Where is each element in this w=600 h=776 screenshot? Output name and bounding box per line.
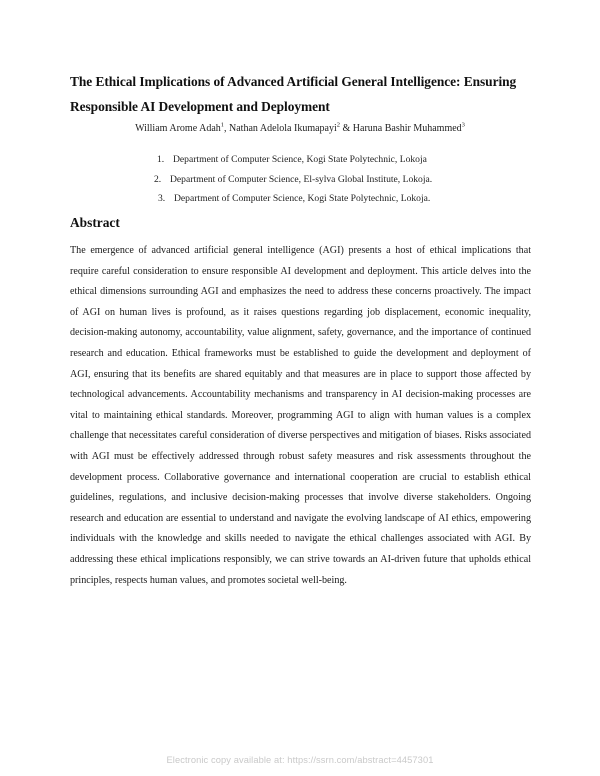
author-name: Nathan Adelola Ikumapayi	[229, 123, 337, 134]
abstract-body: The emergence of advanced artificial general intelligence (AGI) presents a host of ethical implications that require careful consideration to ensure responsible AI development and deployment. This article delves into the ethical dimensions surrounding AGI and emphasizes the need to address these concerns proactively. The impact of AGI on human lives is profound, as it raises questions regarding job displacement, economic inequality, decision-making autonomy, accountability, value alignment, safety, governance, and the importance of continued research and education. Ethical frameworks must be established to guide the development and deployment of AGI, ensuring that its benefits are shared equitably and that measures are in place to support those affected by technological advancements. Accountability mechanisms and transparency in AI decision-making processes are vital to maintaining ethical standards. Moreover, programming AGI to align with human values is a complex challenge that necessitates careful consideration of diverse perspectives and mitigation of biases. Risks associated with AGI must be effectively addressed through robust safety measures and risk assessments throughout the development process. Collaborative governance and international cooperation are crucial to establish ethical guidelines, regulations, and inclusive decision-making processes that involve diverse stakeholders. Ongoing research and education are essential to understand and navigate the evolving landscape of AI ethics, empowering individuals with the knowledge and skills needed to navigate the ethical challenges associated with AGI. By addressing these ethical implications responsibly, we can strive towards an AI-driven future that upholds ethical principles, respects human values, and promotes societal well-being.	[70, 245, 531, 586]
author-separator: ,	[224, 123, 230, 134]
affiliation-number: 2.	[154, 173, 162, 185]
author-line	[0, 122, 600, 136]
author-separator: &	[340, 123, 353, 134]
ssrn-watermark: Electronic copy available at: https://ssrn.com/abstract=4457301	[166, 755, 434, 765]
affiliation-number: 3.	[158, 193, 166, 204]
affiliation-item	[0, 189, 600, 209]
abstract-heading: Abstract	[70, 215, 120, 230]
affiliation-list	[0, 150, 600, 209]
affiliation-mark: 1	[220, 121, 225, 129]
affiliation-mark: 2	[336, 121, 341, 129]
affiliation-item	[0, 170, 600, 190]
paper-title: The Ethical Implications of Advanced Artificial General Intelligence: Ensuring Responsible AI Development and Deployment	[70, 74, 517, 114]
affiliation-text: Department of Computer Science, Kogi State Polytechnic, Lokoja.	[174, 193, 431, 204]
author-name: William Arome Adah	[135, 123, 221, 134]
affiliation-text: Department of Computer Science, Kogi State Polytechnic, Lokoja	[173, 154, 427, 165]
affiliation-mark: 3	[461, 121, 465, 129]
affiliation-number: 1.	[157, 154, 165, 165]
affiliation-text: Department of Computer Science, El-sylva Global Institute, Lokoja.	[170, 173, 433, 185]
author-name: Haruna Bashir Muhammed	[352, 123, 462, 134]
affiliation-item	[0, 150, 600, 170]
